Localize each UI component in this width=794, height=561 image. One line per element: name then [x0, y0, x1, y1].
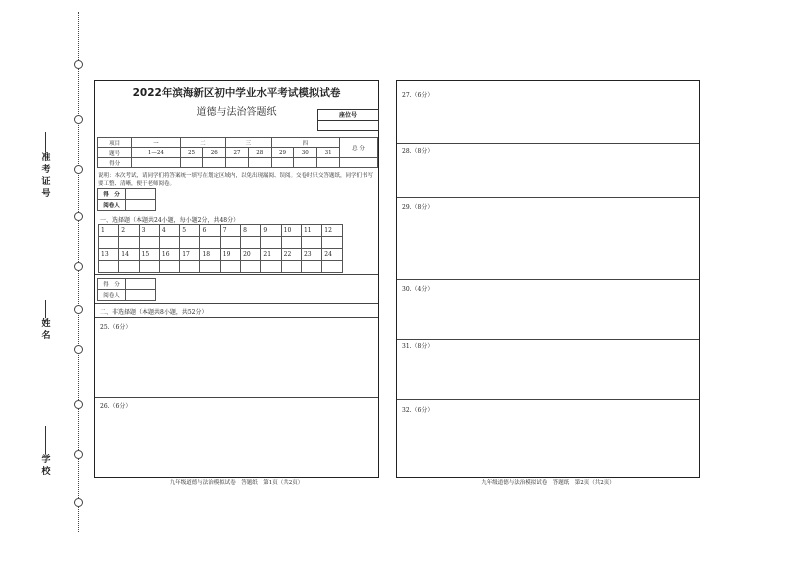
mc-number: 15 — [139, 249, 159, 261]
score-table-cell: 三 — [226, 138, 272, 148]
mc-answer-cell[interactable] — [180, 237, 200, 249]
grader-score-label: 得 分 — [98, 189, 126, 200]
score-table-cell: 25 — [180, 148, 203, 158]
school-field — [28, 422, 62, 478]
mc-number: 1 — [99, 225, 119, 237]
name-field — [28, 296, 62, 342]
binding-hole — [74, 262, 83, 271]
instructions-text: 说明：本次考试，请同学们将答案统一填写在划定区域内，以免出现漏阅、误阅。交卷时只交答题纸，同学们书写要工整、清晰，便于老师阅卷。 — [98, 173, 374, 187]
question-30-label: 30.（4分） — [402, 286, 434, 293]
score-table-cell: 26 — [203, 148, 226, 158]
score-table-cell: 一 — [132, 138, 180, 148]
grader-reviewer-input[interactable] — [126, 200, 156, 211]
mc-answer-cell[interactable] — [180, 261, 200, 273]
seat-number-label: 座位号 — [318, 110, 378, 121]
question-29-answer-area[interactable] — [397, 197, 699, 279]
mc-number: 11 — [301, 225, 321, 237]
mc-number: 23 — [301, 249, 321, 261]
name-label: 姓名 — [39, 318, 50, 342]
exam-title: 2022年滨海新区初中学业水平考试模拟试卷 — [132, 87, 341, 99]
mc-answer-cell[interactable] — [99, 237, 119, 249]
score-table-cell: 31 — [317, 148, 340, 158]
question-26-label: 26.（6分） — [100, 403, 132, 410]
mc-answer-cell[interactable] — [119, 261, 139, 273]
answer-sheet-page-1 — [94, 80, 379, 478]
mc-number: 3 — [139, 225, 159, 237]
mc-answer-cell[interactable] — [281, 261, 301, 273]
mc-number: 24 — [322, 249, 342, 261]
binding-hole — [74, 400, 83, 409]
score-table-cell: 题号 — [98, 148, 132, 158]
score-input[interactable] — [180, 158, 203, 168]
mc-answer-cell[interactable] — [220, 237, 240, 249]
mc-answer-cell[interactable] — [119, 237, 139, 249]
mc-number: 17 — [180, 249, 200, 261]
mc-answer-cell[interactable] — [301, 237, 321, 249]
mc-answer-cell[interactable] — [200, 237, 220, 249]
binding-hole — [74, 115, 83, 124]
mc-answer-cell[interactable] — [99, 261, 119, 273]
section-2-title: 二、非选择题（本题共8小题，共52分） — [100, 309, 208, 316]
score-input[interactable] — [248, 158, 271, 168]
field-rule — [45, 426, 46, 454]
question-29-label: 29.（8分） — [402, 204, 434, 211]
mc-number: 5 — [180, 225, 200, 237]
score-table-cell: 二 — [180, 138, 226, 148]
mc-number: 14 — [119, 249, 139, 261]
school-label: 学校 — [39, 454, 50, 478]
grader-reviewer-input[interactable] — [126, 290, 156, 301]
answer-sheet-page-2 — [396, 80, 700, 478]
section-divider — [95, 303, 378, 304]
score-table-cell: 得分 — [98, 158, 132, 168]
binding-hole — [74, 212, 83, 221]
mc-number: 12 — [322, 225, 342, 237]
mc-number: 16 — [159, 249, 179, 261]
mc-answer-cell[interactable] — [200, 261, 220, 273]
mc-number: 7 — [220, 225, 240, 237]
mc-answer-cell[interactable] — [159, 261, 179, 273]
question-27-label: 27.（6分） — [402, 92, 434, 99]
exam-id-label: 准考证号 — [39, 152, 50, 200]
mc-number: 4 — [159, 225, 179, 237]
score-table-cell: 27 — [226, 148, 249, 158]
question-26-answer-area[interactable] — [95, 397, 378, 477]
score-input[interactable] — [203, 158, 226, 168]
binding-hole — [74, 345, 83, 354]
mc-answer-cell[interactable] — [241, 237, 261, 249]
grader-score-input[interactable] — [126, 279, 156, 290]
question-27-answer-area[interactable] — [397, 81, 699, 143]
field-rule — [45, 132, 46, 152]
section-divider — [95, 274, 378, 275]
score-table-cell: 29 — [271, 148, 294, 158]
grader-reviewer-label: 阅卷人 — [98, 290, 126, 301]
seat-number-input[interactable] — [318, 121, 378, 131]
question-30-answer-area[interactable] — [397, 279, 699, 339]
score-input[interactable] — [132, 158, 180, 168]
binding-hole — [74, 305, 83, 314]
mc-answer-cell[interactable] — [261, 237, 281, 249]
binding-hole — [74, 450, 83, 459]
mc-answer-cell[interactable] — [281, 237, 301, 249]
binding-hole — [74, 165, 83, 174]
binding-hole — [74, 498, 83, 507]
mc-number: 18 — [200, 249, 220, 261]
mc-number: 8 — [241, 225, 261, 237]
page-2-footer: 九年级道德与法治模拟试卷 答题纸 第2页（共2页） — [481, 480, 615, 486]
exam-subtitle: 道德与法治答题纸 — [196, 107, 277, 118]
page-1-footer: 九年级道德与法治模拟试卷 答题纸 第1页（共2页） — [169, 480, 304, 486]
mc-number: 9 — [261, 225, 281, 237]
question-31-answer-area[interactable] — [397, 339, 699, 399]
question-28-answer-area[interactable] — [397, 143, 699, 197]
grader-score-label: 得 分 — [98, 279, 126, 290]
score-table-cell: 四 — [271, 138, 339, 148]
mc-number: 19 — [220, 249, 240, 261]
score-input[interactable] — [226, 158, 249, 168]
mc-answer-cell[interactable] — [139, 237, 159, 249]
question-28-label: 28.（8分） — [402, 148, 434, 155]
question-32-answer-area[interactable] — [397, 399, 699, 477]
mc-number: 2 — [119, 225, 139, 237]
multiple-choice-grid — [98, 224, 343, 273]
binding-hole — [74, 60, 83, 69]
mc-number: 6 — [200, 225, 220, 237]
exam-id-field — [28, 128, 62, 200]
field-rule — [45, 300, 46, 318]
seat-number-box — [317, 109, 379, 131]
mc-answer-cell[interactable] — [261, 261, 281, 273]
mc-answer-cell[interactable] — [301, 261, 321, 273]
score-table-cell: 28 — [248, 148, 271, 158]
mc-number: 22 — [281, 249, 301, 261]
score-input[interactable] — [294, 158, 317, 168]
mc-number: 20 — [241, 249, 261, 261]
mc-answer-cell[interactable] — [159, 237, 179, 249]
score-table — [97, 137, 378, 168]
grader-reviewer-label: 阅卷人 — [98, 200, 126, 211]
grader-box — [97, 188, 156, 211]
score-table-cell: 1—24 — [132, 148, 180, 158]
mc-answer-cell[interactable] — [322, 237, 342, 249]
mc-answer-cell[interactable] — [139, 261, 159, 273]
mc-number: 21 — [261, 249, 281, 261]
question-25-label: 25.（6分） — [100, 324, 132, 331]
score-input[interactable] — [271, 158, 294, 168]
score-table-cell: 总 分 — [340, 138, 378, 158]
question-25-answer-area[interactable] — [95, 317, 378, 397]
mc-answer-cell[interactable] — [241, 261, 261, 273]
grader-score-input[interactable] — [126, 189, 156, 200]
score-table-cell: 项目 — [98, 138, 132, 148]
score-table-cell: 30 — [294, 148, 317, 158]
mc-number: 13 — [99, 249, 119, 261]
mc-answer-cell[interactable] — [220, 261, 240, 273]
mc-answer-cell[interactable] — [322, 261, 342, 273]
grader-box — [97, 278, 156, 301]
question-32-label: 32.（6分） — [402, 407, 434, 414]
mc-number: 10 — [281, 225, 301, 237]
question-31-label: 31.（8分） — [402, 343, 434, 350]
score-input[interactable] — [340, 158, 378, 168]
score-input[interactable] — [317, 158, 340, 168]
section-1-title: 一、选择题（本题共24小题，每小题2分，共48分） — [100, 217, 240, 224]
